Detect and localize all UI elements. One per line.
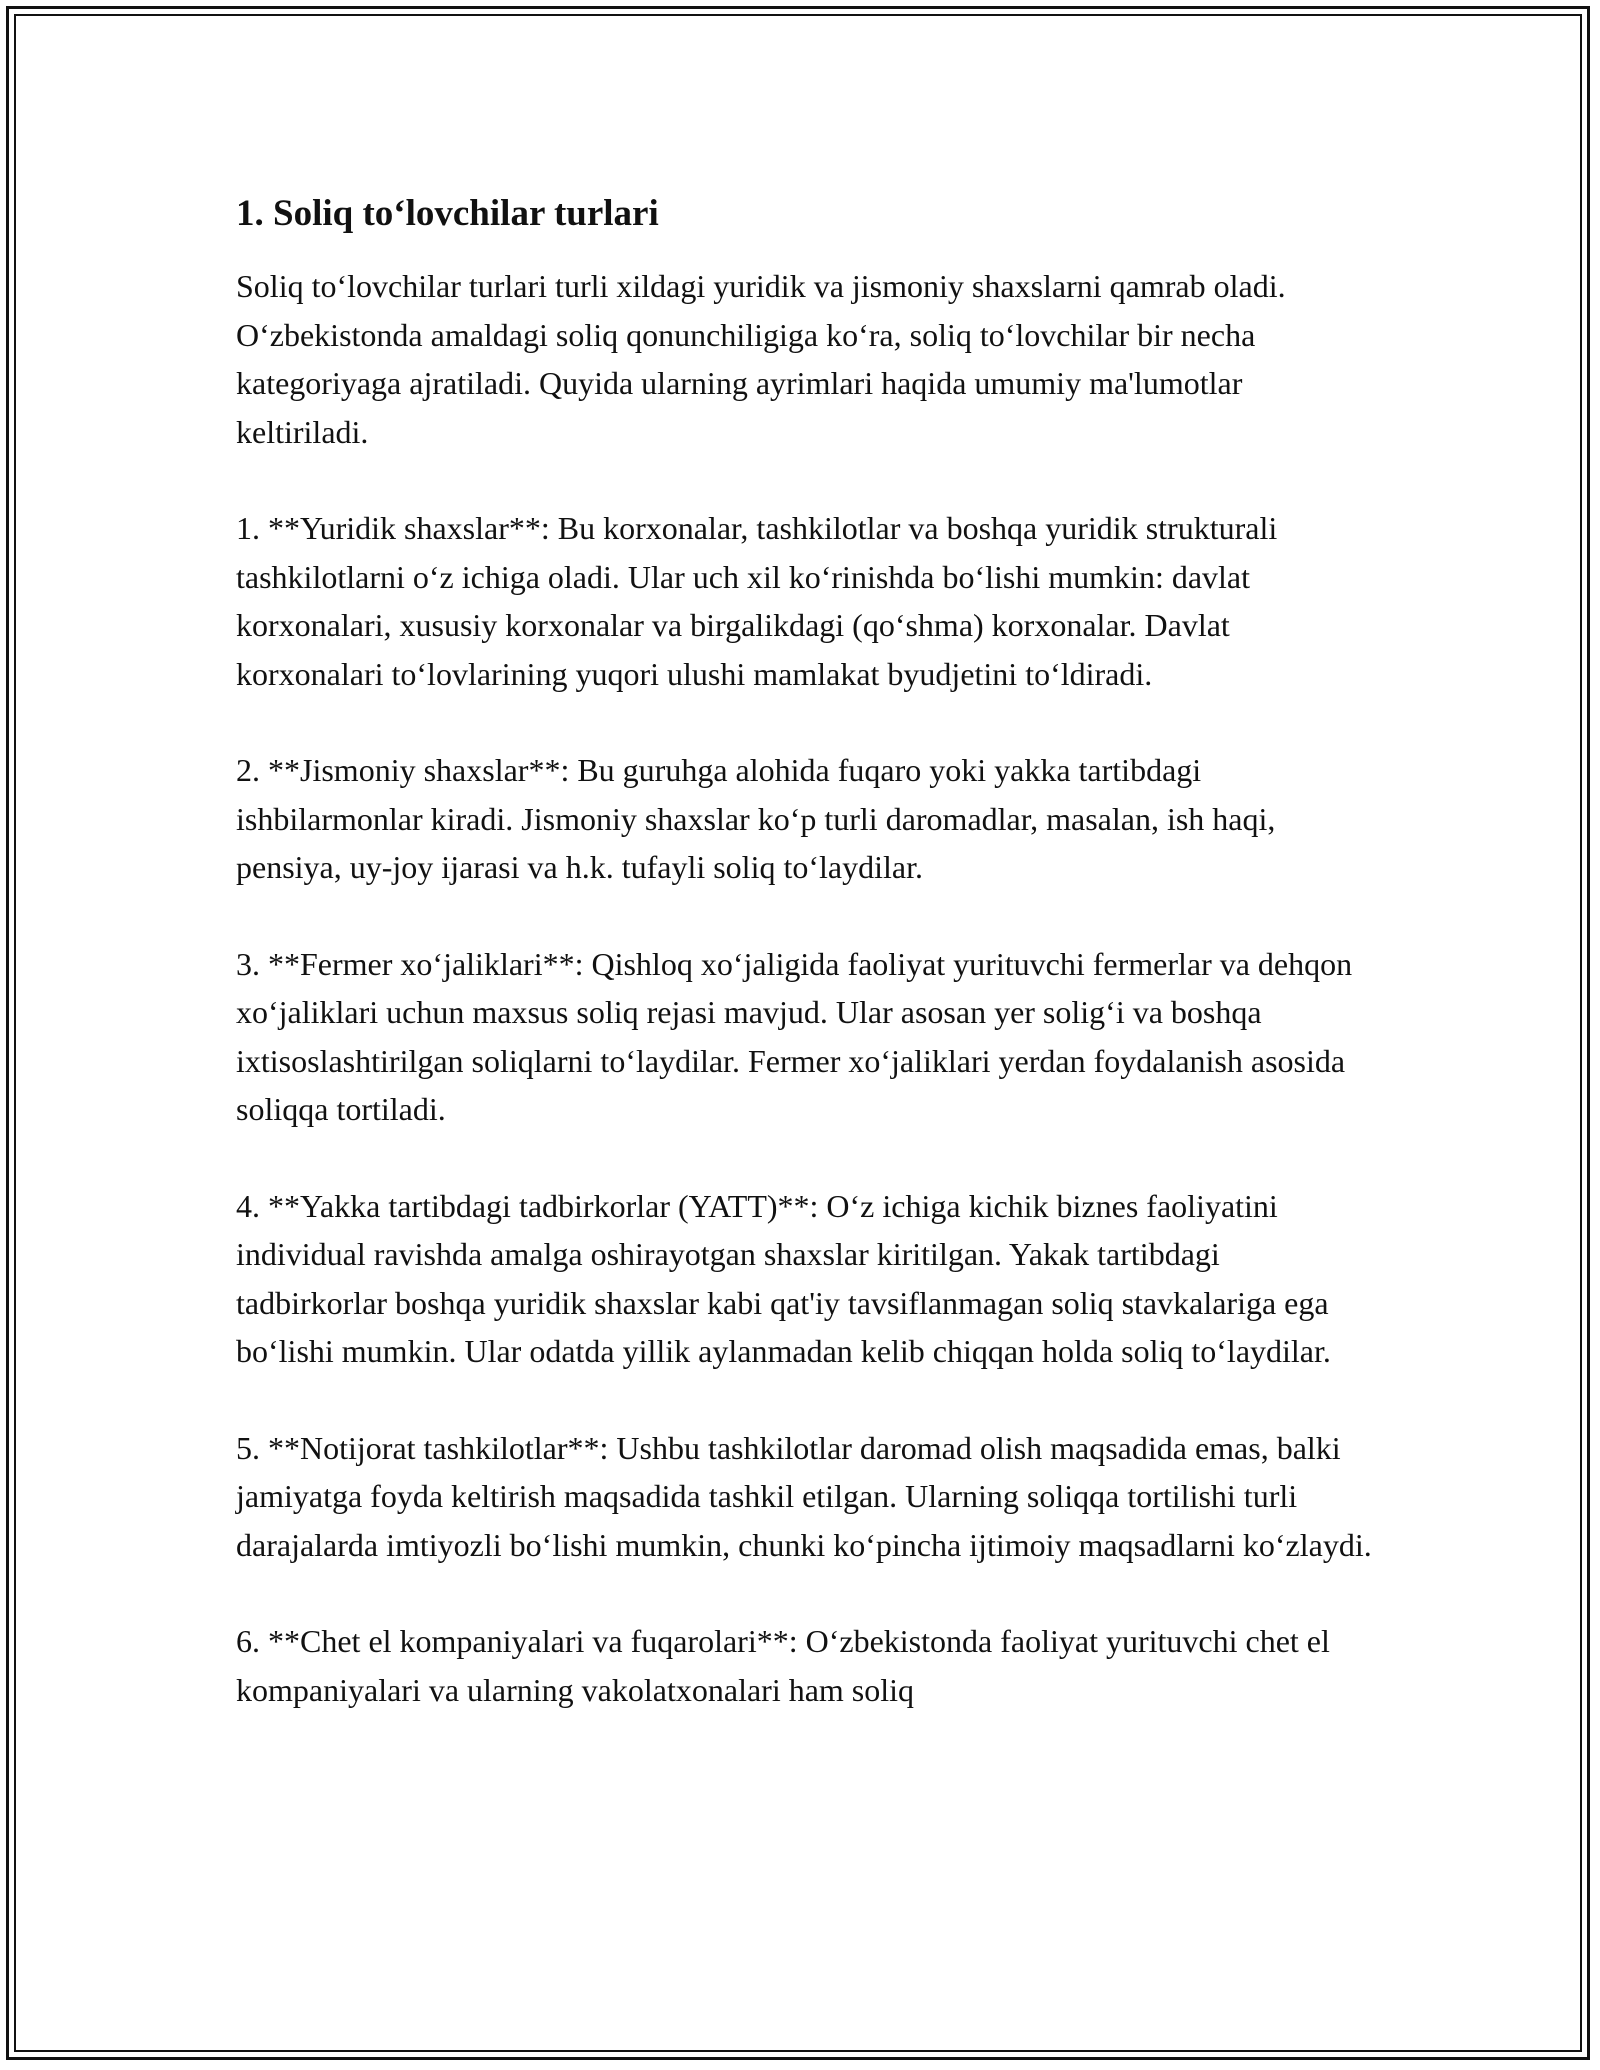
paragraph-entrepreneurs: 4. **Yakka tartibdagi tadbirkorlar (YATT)**: O‘z ichiga kichik biznes faoliyatini individual ravishda amalga oshirayotgan shaxslar kiritilgan. Yakak tartibdagi tadbirkorlar boshqa yuridik shaxslar kabi qat'iy tavsiflanmagan soliq stavkalariga ega bo‘lishi mumkin. Ular odatda yillik aylanmadan kelib chiqqan holda soliq to‘laydilar. bbox=[236, 1187, 1331, 1369]
section-heading: 1. Soliq to‘lovchilar turlari bbox=[236, 193, 659, 234]
paragraph-nonprofits: 5. **Notijorat tashkilotlar**: Ushbu tashkilotlar daromad olish maqsadida emas, balki jamiyatga foyda keltirish maqsadida tashkil etilgan. Ularning soliqqa tortilishi turli darajalarda imtiyozli bo‘lishi mumkin, chunki ko‘pincha ijtimoiy maqsadlarni ko‘zlaydi. bbox=[236, 1429, 1372, 1563]
intro-paragraph: Soliq to‘lovchilar turlari turli xildagi yuridik va jismoniy shaxslarni qamrab oladi. O‘zbekistonda amaldagi soliq qonunchiligiga ko‘ra, soliq to‘lovchilar bir necha kategoriyaga ajratiladi. Quyida ularning ayrimlari haqida umumiy ma'lumotlar keltiriladi. bbox=[236, 268, 1286, 450]
document-body bbox=[236, 186, 1376, 1714]
paragraph-individuals: 2. **Jismoniy shaxslar**: Bu guruhga alohida fuqaro yoki yakka tartibdagi ishbilarmonlar kiradi. Jismoniy shaxslar ko‘p turli daromadlar, masalan, ish haqi, pensiya, uy-joy ijarasi va h.k. tufayli soliq to‘laydilar. bbox=[236, 752, 1276, 885]
paragraph-farms: 3. **Fermer xo‘jaliklari**: Qishloq xo‘jaligida faoliyat yurituvchi fermerlar va dehqon xo‘jaliklari uchun maxsus soliq rejasi mavjud. Ular asosan yer solig‘i va boshqa ixtisoslashtirilgan soliqlarni to‘laydilar. Fermer xo‘jaliklari yerdan foydalanish asosida soliqqa tortiladi. bbox=[236, 945, 1353, 1127]
paragraph-legal-entities: 1. **Yuridik shaxslar**: Bu korxonalar, tashkilotlar va boshqa yuridik strukturali tashkilotlarni o‘z ichiga oladi. Ular uch xil ko‘rinishda bo‘lishi mumkin: davlat korxonalari, xususiy korxonalar va birgalikdagi (qo‘shma) korxonalar. Davlat korxonalari to‘lovlarining yuqori ulushi mamlakat byudjetini to‘ldiradi. bbox=[236, 510, 1278, 692]
paragraph-foreign-companies: 6. **Chet el kompaniyalari va fuqarolari**: O‘zbekistonda faoliyat yurituvchi chet el kompaniyalari va ularning vakolatxonalari ham soliq bbox=[236, 1623, 1330, 1708]
